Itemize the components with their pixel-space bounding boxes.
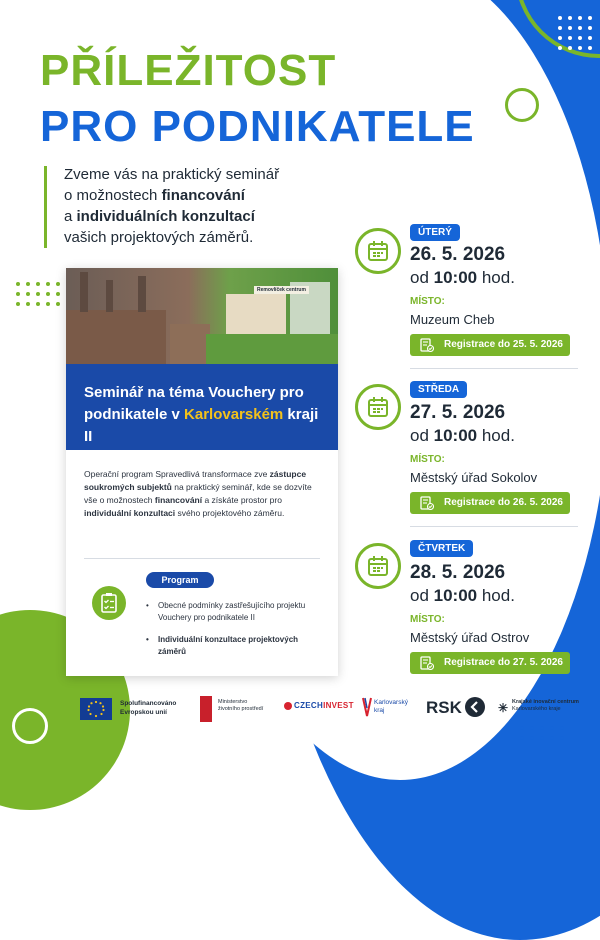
card-illustration-label: Removlíček centrum [254, 286, 309, 294]
ministry-crest-icon [200, 696, 212, 722]
card-illustration [66, 268, 338, 364]
card-title: Seminář na téma Vouchery pro podnikatele v Karlovarském kraji II [84, 384, 319, 445]
card-title-band [66, 364, 338, 450]
register-button-label: Registrace do 25. 5. 2026 [444, 339, 563, 350]
decor-dots-top [558, 16, 592, 50]
event-place: Městský úřad Sokolov [410, 470, 538, 485]
karlovarsky-kraj-mark-icon [362, 696, 372, 718]
czechinvest-logo: CZECHINVEST [294, 701, 354, 710]
intro-accent-bar [44, 166, 47, 248]
intro-line-2: o možnostech financování [64, 187, 245, 204]
card-divider [84, 558, 320, 559]
event-day-badge: ČTVRTEK [410, 540, 473, 557]
event-divider [410, 368, 578, 369]
event-time: od 10:00 hod. [410, 268, 515, 287]
event-place-label: MÍSTO: [410, 454, 445, 465]
rsk-logo: RSK [426, 698, 462, 717]
program-list [146, 600, 326, 668]
rsk-arrow-icon [465, 697, 485, 717]
checklist-icon [92, 586, 126, 620]
calendar-icon [355, 228, 401, 274]
register-button-label: Registrace do 26. 5. 2026 [444, 497, 563, 508]
eu-flag-icon [80, 698, 112, 720]
partner-logos [0, 690, 600, 748]
headline-line-2: PRO PODNIKATELE [40, 102, 475, 151]
headline-line-1: PŘÍLEŽITOST [40, 46, 337, 95]
czechinvest-mark-icon [284, 702, 292, 710]
event-place: Městský úřad Ostrov [410, 630, 530, 645]
calendar-icon [355, 543, 401, 589]
program-item: • Obecné podmínky zastřešujícího projektu Vouchery pro podnikatele II [146, 600, 326, 624]
event-date: 26. 5. 2026 [410, 244, 506, 265]
register-button[interactable] [410, 492, 570, 514]
seminar-card [66, 268, 338, 676]
event-day-badge: ÚTERÝ [410, 224, 460, 241]
karlovarsky-kraj-label: Karlovarský kraj [374, 699, 408, 714]
decor-ring-small [505, 88, 539, 122]
event-place-label: MÍSTO: [410, 296, 445, 307]
register-button-label: Registrace do 27. 5. 2026 [444, 657, 563, 668]
program-item: • Individuální konzultace projektových záměrů [146, 634, 326, 658]
event-place-label: MÍSTO: [410, 614, 445, 625]
kic-label: Krajské inovační centrum Karlovarského kraje [512, 699, 579, 712]
intro-line-1: Zveme vás na praktický seminář [64, 166, 280, 183]
event-date: 28. 5. 2026 [410, 562, 506, 583]
register-button[interactable] [410, 652, 570, 674]
event-divider [410, 526, 578, 527]
event-date: 27. 5. 2026 [410, 402, 506, 423]
event-day-badge: STŘEDA [410, 381, 467, 398]
calendar-icon [355, 384, 401, 430]
event-time: od 10:00 hod. [410, 586, 515, 605]
eu-cofinanced-label: Spolufinancováno Evropskou unií [120, 700, 177, 716]
intro-line-4: vašich projektových záměrů. [64, 229, 254, 246]
decor-dots-left [16, 282, 60, 306]
event-place: Muzeum Cheb [410, 312, 495, 327]
intro-line-3: a individuálních konzultací [64, 208, 255, 225]
register-button[interactable] [410, 334, 570, 356]
form-check-icon [420, 338, 434, 352]
intro-text [64, 164, 324, 248]
form-check-icon [420, 656, 434, 670]
program-badge: Program [146, 572, 214, 588]
kic-mark-icon: ✳ [498, 701, 509, 715]
event-time: od 10:00 hod. [410, 426, 515, 445]
ministry-label: Ministerstvo životního prostředí [218, 699, 264, 712]
form-check-icon [420, 496, 434, 510]
card-description: Operační program Spravedlivá transformace zve zástupce soukromých subjektů na praktický seminář, kde se dozvíte vše o možnostech financování a získáte prostor pro individuální konzultaci svého projektového záměru. [84, 469, 312, 518]
